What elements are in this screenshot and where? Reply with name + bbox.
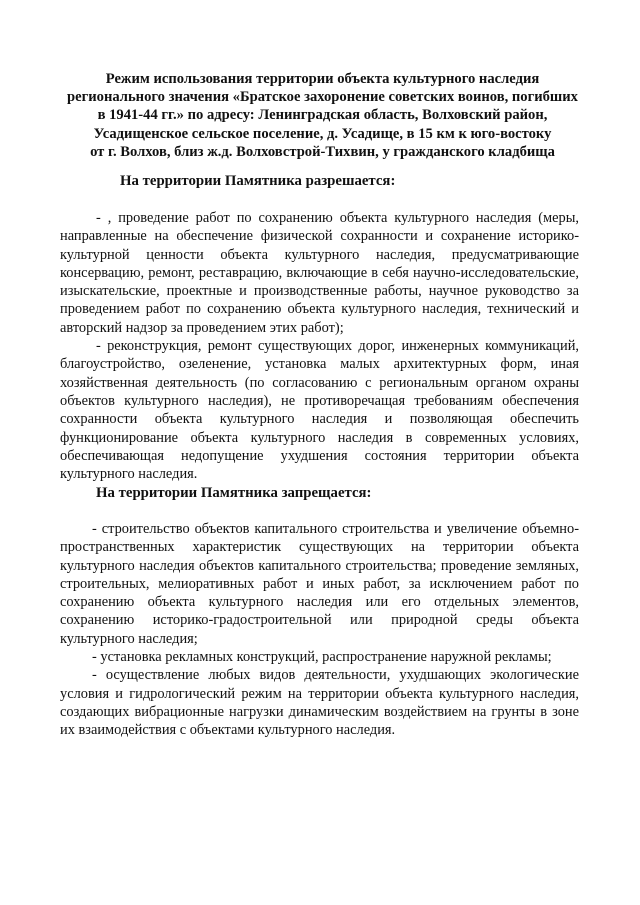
title-line: в 1941-44 гг.» по адресу: Ленинградская область, Волховский район, — [97, 107, 548, 124]
forbidden-item: - установка рекламных конструкций, распространение наружной рекламы; — [92, 649, 552, 666]
allowed-item: - , проведение работ по сохранению объекта культурного наследия (меры, направленные на обеспечение физической сохранности и сохранение историко-культурной ценности объекта культурного наследия, предусматривающие консервацию, ремонт, реставрацию, включающие в себя научно-исследовательские, изыскательские, проектные и производственные работы, научное руководство за проведением работ по сохранению объекта культурного наследия, технический и авторский надзор за проведением этих работ); — [60, 210, 579, 336]
title-line: Режим использования территории объекта культурного наследия — [105, 71, 540, 87]
forbidden-item: - строительство объектов капитального строительства и увеличение объемно-пространственных характеристик существующих на территории объекта культурного наследия объектов капитального строительства; проведение земляных, строительных, мелиоративных работ и иных работ, за исключением работ по сохранению объекта культурного наследия или его отдельных элементов, сохранению историко-градостроительной или природной среды объекта культурного наследия; — [60, 521, 579, 647]
forbidden-item: - осуществление любых видов деятельности, ухудшающих экологические условия и гидрологический режим на территории объекта культурного наследия, создающих вибрационные нагрузки динамическим воздействием на грунты в зоне их взаимодействия с объектами культурного наследия. — [60, 667, 579, 739]
title-line: регионального значения «Братское захоронение советских воинов, погибших — [67, 89, 578, 106]
document-title — [60, 70, 585, 161]
forbidden-heading: На территории Памятника запрещается: — [96, 485, 372, 501]
allowed-section — [60, 209, 579, 483]
allowed-heading: На территории Памятника разрешается: — [120, 173, 396, 189]
title-line: Усадищенское сельское поселение, д. Усадище, в 15 км к юго-востоку — [93, 125, 552, 142]
allowed-item: - реконструкция, ремонт существующих дорог, инженерных коммуникаций, благоустройство, озеленение, установка малых архитектурных форм, иная хозяйственная деятельность (по согласованию с региональным органом охраны объектов культурного наследия), не противоречащая требованиям обеспечения сохранности объекта культурного наследия и позволяющая обеспечить функционирование объекта культурного наследия в современных условиях, обеспечивающая недопущение ухудшения состояния территории объекта культурного наследия. — [60, 338, 579, 483]
title-line: от г. Волхов, близ ж.д. Волховстрой-Тихвин, у гражданского кладбища — [90, 143, 555, 160]
forbidden-section — [60, 520, 579, 740]
